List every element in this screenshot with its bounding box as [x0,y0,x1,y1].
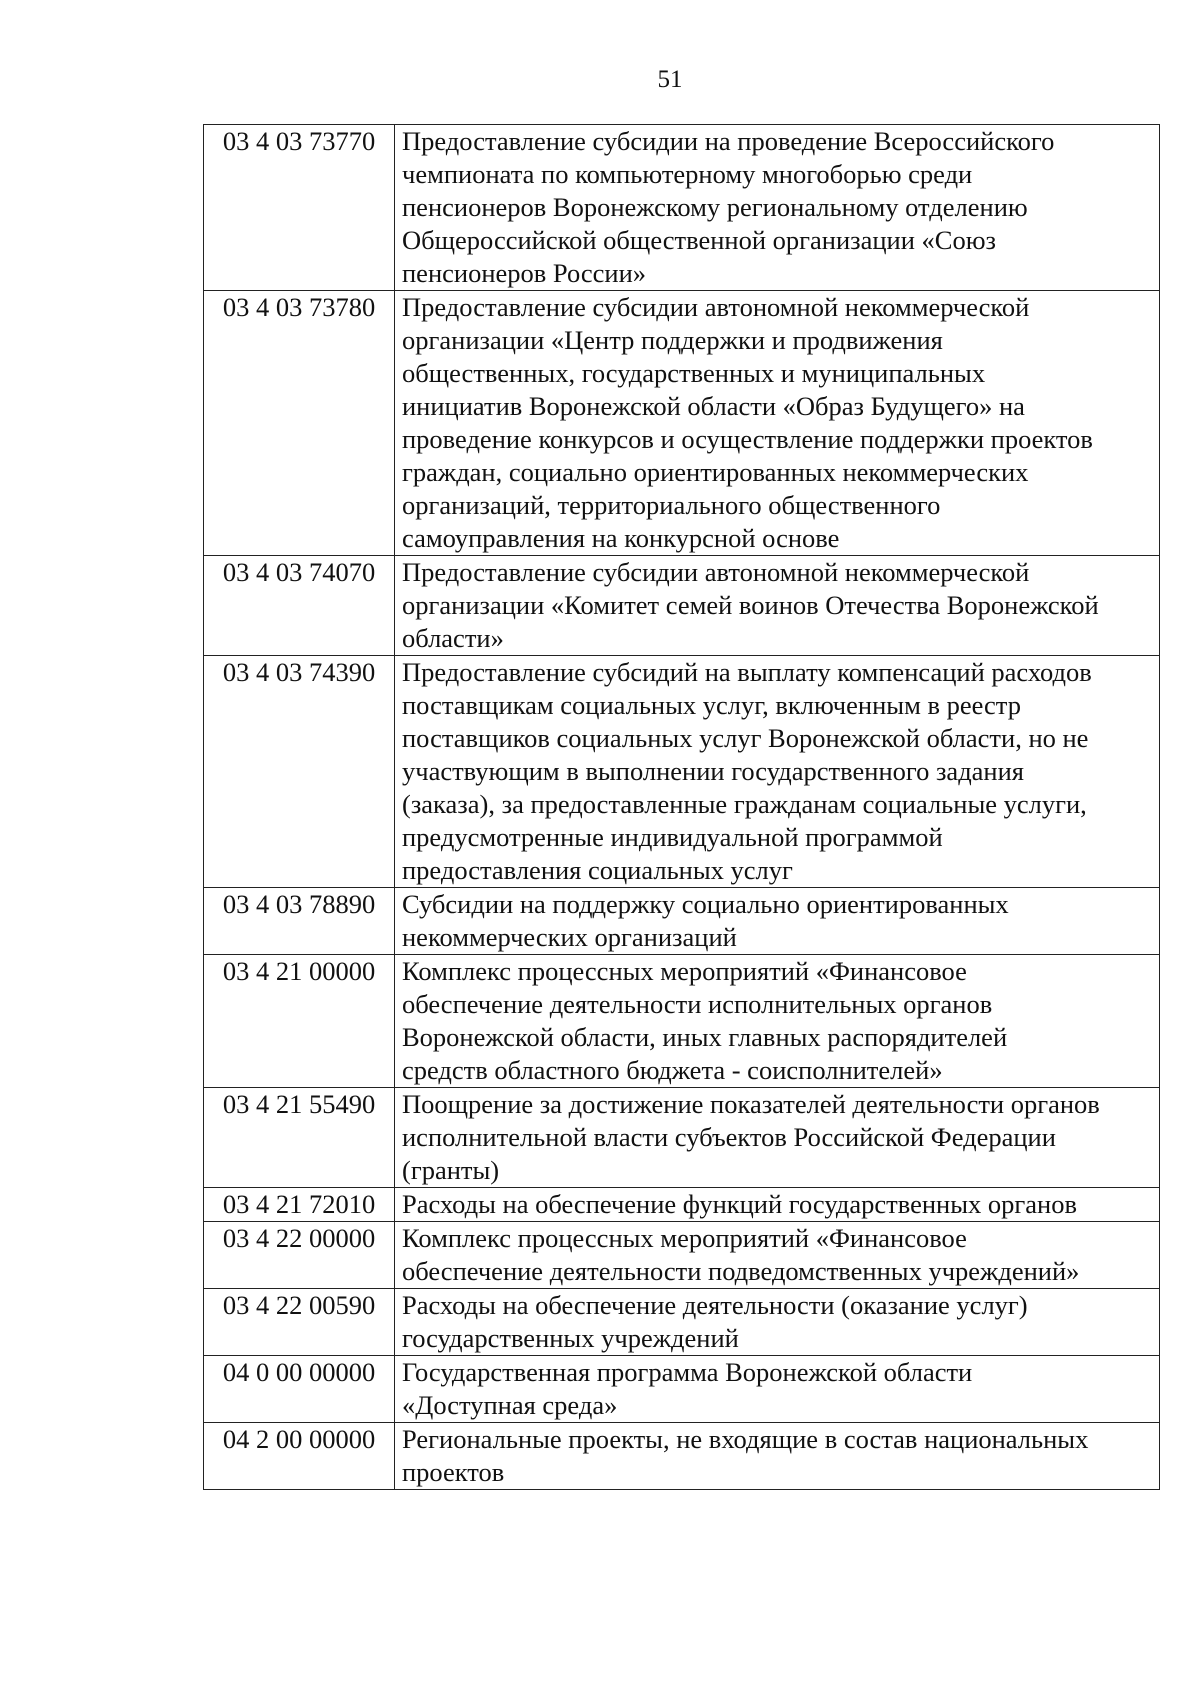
expense-description [395,1289,1160,1356]
description-line: общественных, государственных и муниципальных [402,358,986,388]
description-line: Региональные проекты, не входящие в состав национальных [402,1424,1089,1454]
description-line: исполнительной власти субъектов Российской Федерации [402,1122,1056,1152]
description-line: обеспечение деятельности подведомственных учреждений» [402,1256,1080,1286]
table-row [204,1088,1160,1188]
description-line: Расходы на обеспечение функций государственных органов [402,1189,1077,1219]
page-number: 51 [657,66,683,93]
description-line: Предоставление субсидий на выплату компенсаций расходов [402,657,1092,687]
description-line: чемпионата по компьютерному многоборью среди [402,159,973,189]
table-row [204,125,1160,291]
description-line: организации «Центр поддержки и продвижения [402,325,943,355]
classification-code: 03 4 22 00000 [204,1222,395,1289]
expense-description [395,955,1160,1088]
description-line: предусмотренные индивидуальной программой [402,822,943,852]
description-line: граждан, социально ориентированных некоммерческих [402,457,1029,487]
table-row [204,1423,1160,1490]
classification-code: 03 4 03 74070 [204,556,395,656]
description-line: поставщикам социальных услуг, включенным в реестр [402,690,1021,720]
description-line: пенсионеров Воронежскому региональному отделению [402,192,1028,222]
classification-code: 03 4 22 00590 [204,1289,395,1356]
table-row [204,556,1160,656]
expense-description [395,125,1160,291]
description-line: проведение конкурсов и осуществление поддержки проектов [402,424,1093,454]
table-row [204,291,1160,556]
description-line: Общероссийской общественной организации «Союз [402,225,996,255]
expense-description [395,1423,1160,1490]
table-row [204,888,1160,955]
table-row [204,1289,1160,1356]
description-line: Предоставление субсидии автономной некоммерческой [402,557,1030,587]
table-row [204,656,1160,888]
table-row [204,1356,1160,1423]
expense-description [395,291,1160,556]
description-line: обеспечение деятельности исполнительных органов [402,989,993,1019]
description-line: (гранты) [402,1155,500,1185]
description-line: участвующим в выполнении государственного задания [402,756,1024,786]
expense-description [395,1088,1160,1188]
expense-description [395,656,1160,888]
description-line: Поощрение за достижение показателей деятельности органов [402,1089,1100,1119]
description-line: Комплекс процессных мероприятий «Финансовое [402,956,967,986]
classification-code: 03 4 03 73770 [204,125,395,291]
description-line: Предоставление субсидии автономной некоммерческой [402,292,1030,322]
classification-code: 03 4 21 00000 [204,955,395,1088]
description-line: проектов [402,1457,505,1487]
description-line: Субсидии на поддержку социально ориентированных [402,889,1009,919]
classification-code: 03 4 21 55490 [204,1088,395,1188]
classification-code: 04 0 00 00000 [204,1356,395,1423]
classification-code: 04 2 00 00000 [204,1423,395,1490]
expense-description [395,1222,1160,1289]
description-line: Комплекс процессных мероприятий «Финансовое [402,1223,967,1253]
classification-code: 03 4 03 78890 [204,888,395,955]
classification-code: 03 4 03 73780 [204,291,395,556]
table-body [204,125,1160,1490]
description-line: организации «Комитет семей воинов Отечества Воронежской [402,590,1099,620]
description-line: организаций, территориального общественного [402,490,941,520]
description-line: (заказа), за предоставленные гражданам социальные услуги, [402,789,1087,819]
expense-description [395,556,1160,656]
description-line: государственных учреждений [402,1323,739,1353]
description-line: «Доступная среда» [402,1390,618,1420]
description-line: Расходы на обеспечение деятельности (оказание услуг) [402,1290,1028,1320]
expense-description [395,1188,1160,1222]
description-line: предоставления социальных услуг [402,855,793,885]
expense-description [395,1356,1160,1423]
description-line: инициатив Воронежской области «Образ Будущего» на [402,391,1025,421]
expense-description [395,888,1160,955]
table-row [204,1222,1160,1289]
description-line: Воронежской области, иных главных распорядителей [402,1022,1008,1052]
description-line: средств областного бюджета - соисполнителей» [402,1055,943,1085]
description-line: пенсионеров России» [402,258,647,288]
description-line: поставщиков социальных услуг Воронежской области, но не [402,723,1089,753]
budget-codes-table [203,124,1160,1490]
table-row [204,1188,1160,1222]
classification-code: 03 4 03 74390 [204,656,395,888]
description-line: самоуправления на конкурсной основе [402,523,840,553]
table-row [204,955,1160,1088]
description-line: некоммерческих организаций [402,922,737,952]
classification-code: 03 4 21 72010 [204,1188,395,1222]
description-line: Предоставление субсидии на проведение Всероссийского [402,126,1055,156]
description-line: Государственная программа Воронежской области [402,1357,973,1387]
description-line: области» [402,623,504,653]
